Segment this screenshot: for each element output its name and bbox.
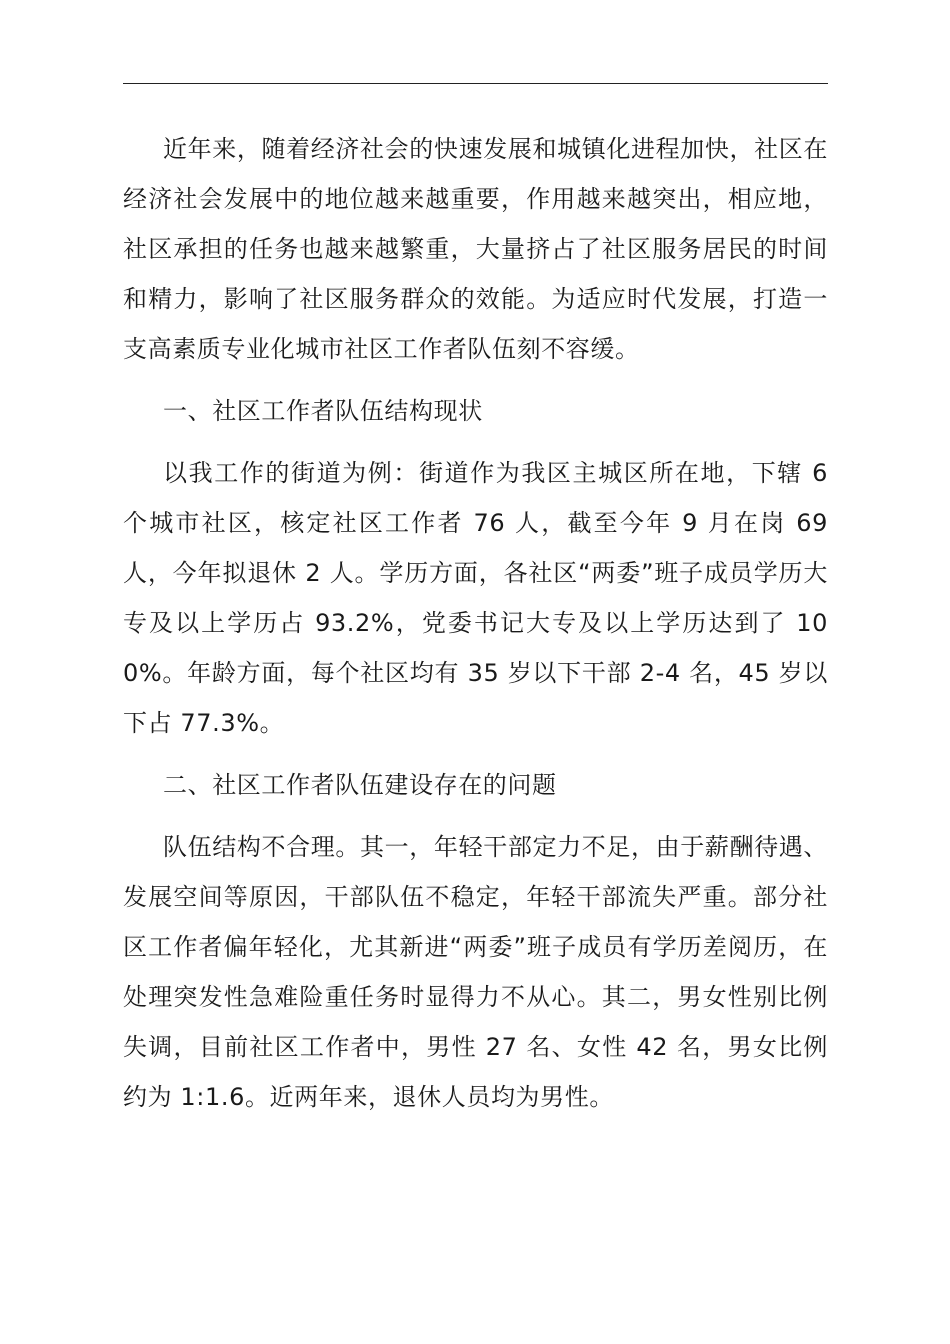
structure-paragraph: 以我工作的街道为例：街道作为我区主城区所在地，下辖 6 个城市社区，核定社区工作者 76 人，截至今年 9 月在岗 69 人，今年拟退休 2 人。学历方面，各社区“两委”班子成员学历大专及以上学历占 93.2%，党委书记大专及以上学历达到了 100%。年龄方面，每个社区均有 35 岁以下干部 2-4 名，45 岁以下占 77.3%。: [123, 459, 828, 737]
section-heading-1: 一、社区工作者队伍结构现状: [163, 397, 483, 425]
document-body: [123, 124, 828, 1122]
header-rule: [123, 83, 828, 84]
problems-paragraph: 队伍结构不合理。其一，年轻干部定力不足，由于薪酬待遇、发展空间等原因，干部队伍不稳定，年轻干部流失严重。部分社区工作者偏年轻化，尤其新进“两委”班子成员有学历差阅历，在处理突发性急难险重任务时显得力不从心。其二，男女性别比例失调，目前社区工作者中，男性 27 名、女性 42 名，男女比例约为 1:1.6。近两年来，退休人员均为男性。: [123, 833, 828, 1111]
intro-paragraph: 近年来，随着经济社会的快速发展和城镇化进程加快，社区在经济社会发展中的地位越来越重要，作用越来越突出，相应地，社区承担的任务也越来越繁重，大量挤占了社区服务居民的时间和精力，影响了社区服务群众的效能。为适应时代发展，打造一支高素质专业化城市社区工作者队伍刻不容缓。: [123, 135, 828, 363]
section-heading-2: 二、社区工作者队伍建设存在的问题: [163, 771, 557, 799]
